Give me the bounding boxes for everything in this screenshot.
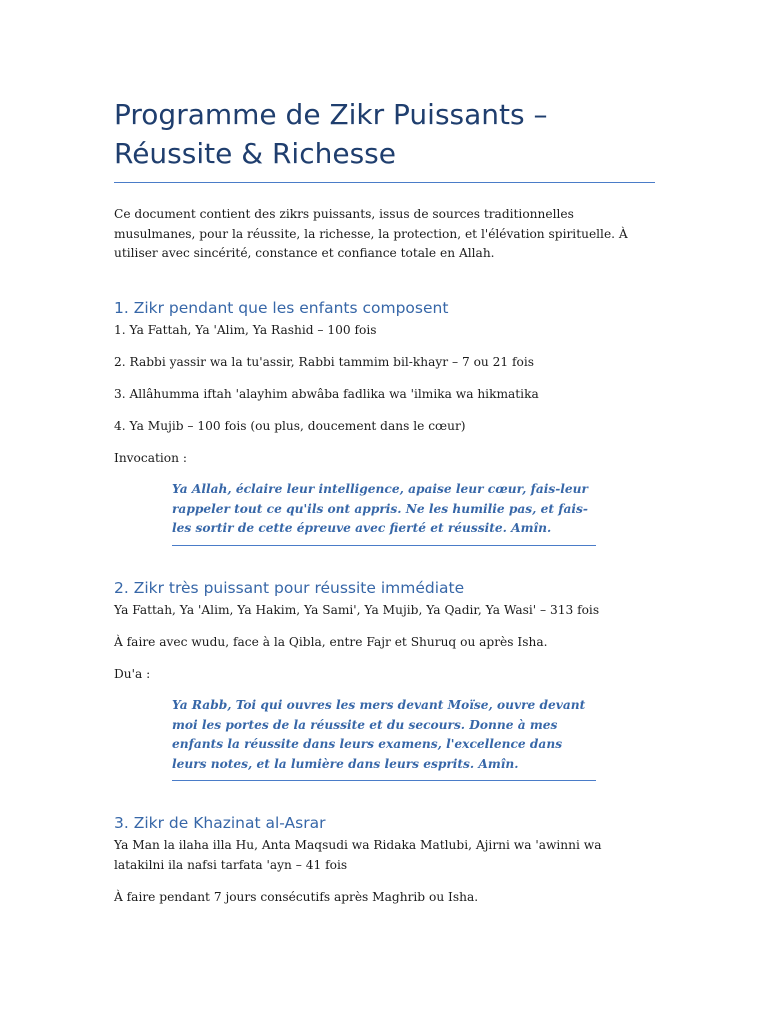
section-2-quote: Ya Rabb, Toi qui ouvres les mers devant Moïse, ouvre devant moi les portes de la réussite et du secours. Donne à mes enfants la réussite dans leurs examens, l'excellence dans leurs notes, et la lumière dans leurs esprits. Amîn. <box>172 698 586 771</box>
section-1-invocation-label: Invocation : <box>114 450 187 465</box>
section-1-quote: Ya Allah, éclaire leur intelligence, apaise leur cœur, fais-leur rappeler tout ce qu'ils ont appris. Ne les humilie pas, et fais-les sortir de cette épreuve avec fierté et réussite. Amîn. <box>172 482 588 535</box>
section-3-line-1: Ya Man la ilaha illa Hu, Anta Maqsudi wa Ridaka Matlubi, Ajirni wa 'awinni wa latakilni ila nafsi tarfata 'ayn – 41 fois <box>114 838 602 872</box>
section-1-line-4: 4. Ya Mujib – 100 fois (ou plus, doucement dans le cœur) <box>114 418 466 433</box>
section-1-heading: 1. Zikr pendant que les enfants composent <box>114 298 449 317</box>
section-1-quote-rule <box>172 545 596 546</box>
section-2-dua-label: Du'a : <box>114 666 151 681</box>
title-underline <box>114 182 655 183</box>
document-title: Programme de Zikr Puissants – Réussite & Richesse <box>114 98 548 170</box>
section-2-quote-rule <box>172 780 596 781</box>
section-1-line-1: 1. Ya Fattah, Ya 'Alim, Ya Rashid – 100 fois <box>114 322 377 337</box>
section-3-line-2: À faire pendant 7 jours consécutifs après Maghrib ou Isha. <box>114 889 479 904</box>
section-1-line-2: 2. Rabbi yassir wa la tu'assir, Rabbi tammim bil-khayr – 7 ou 21 fois <box>114 354 535 369</box>
section-2-line-1: Ya Fattah, Ya 'Alim, Ya Hakim, Ya Sami', Ya Mujib, Ya Qadir, Ya Wasi' – 313 fois <box>114 602 600 617</box>
section-2-heading: 2. Zikr très puissant pour réussite immédiate <box>114 578 465 597</box>
intro-paragraph: Ce document contient des zikrs puissants, issus de sources traditionnelles musulmanes, pour la réussite, la richesse, la protection, et l'élévation spirituelle. À utiliser avec sincérité, constance et confiance totale en Allah. <box>114 207 628 260</box>
section-1-line-3: 3. Allâhumma iftah 'alayhim abwâba fadlika wa 'ilmika wa hikmatika <box>114 386 539 401</box>
section-2-line-2: À faire avec wudu, face à la Qibla, entre Fajr et Shuruq ou après Isha. <box>114 634 548 649</box>
section-3-heading: 3. Zikr de Khazinat al-Asrar <box>114 814 326 832</box>
